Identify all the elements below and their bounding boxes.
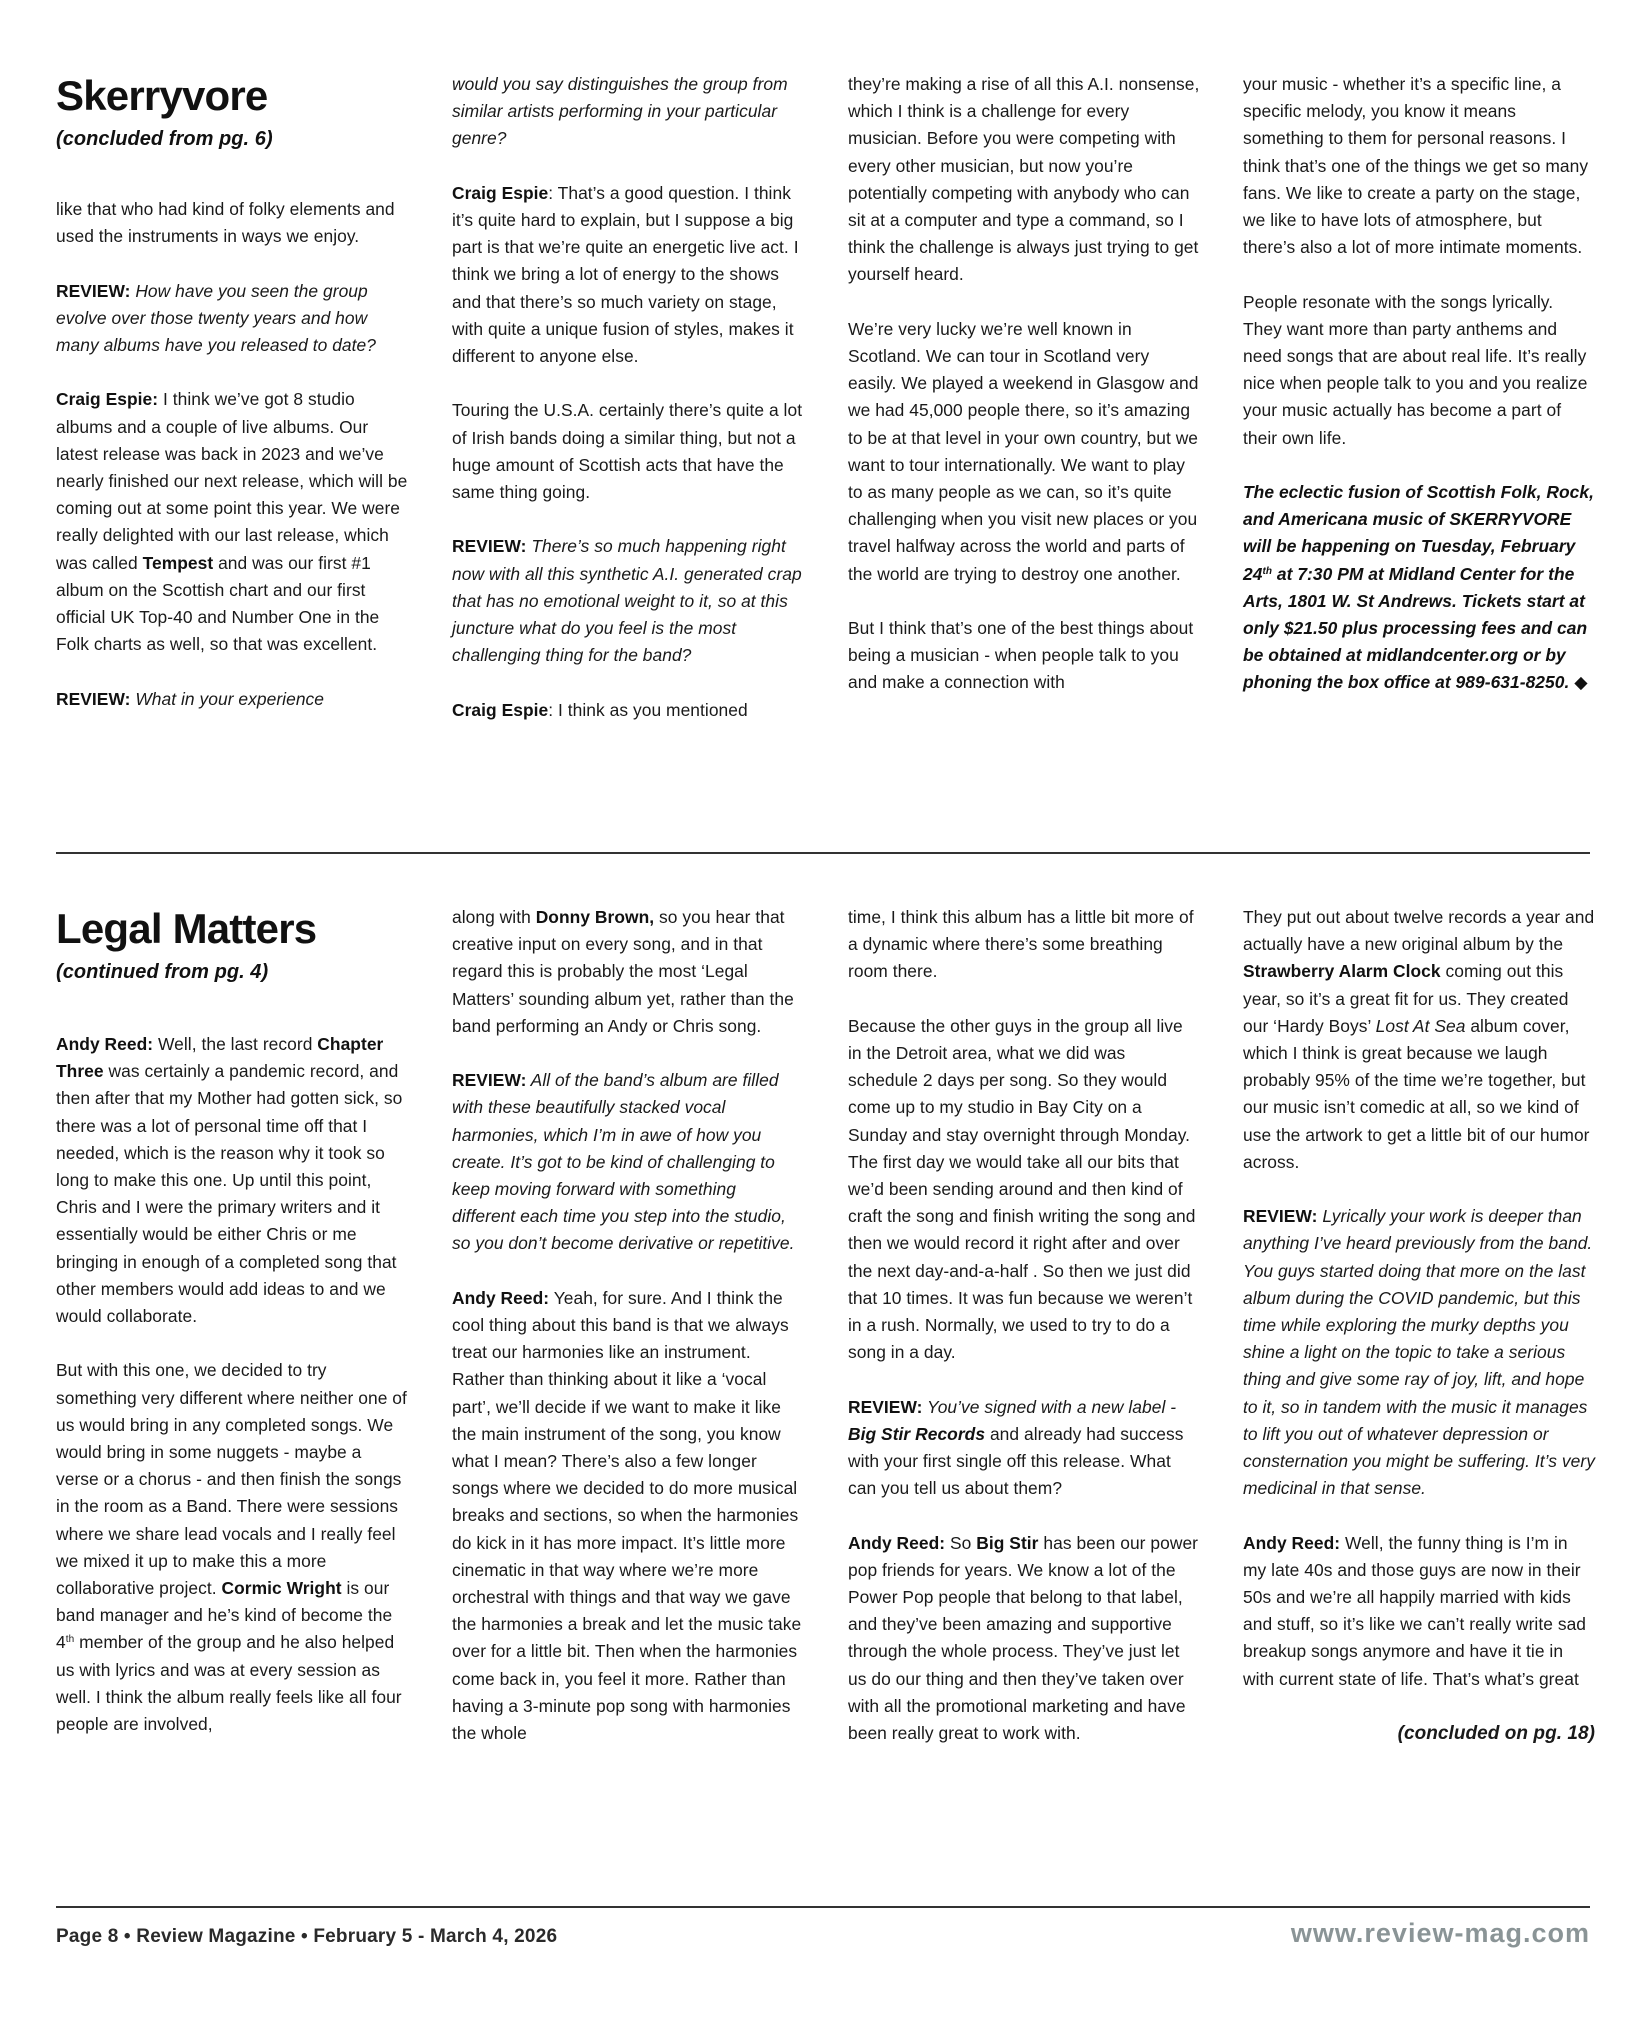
legal-matters-column-4 — [1243, 904, 1595, 1747]
review-question: REVIEW: Lyrically your work is deeper than anything I’ve heard previously from the band. You guys started doing that more on the last album during the COVID pandemic, but this time while exploring the murky depths you shine a light on the topic to take a serious thing and give some ray of joy, lift, and hope to it, so in tandem with the music it manages to lift you out of whatever depression or consternation you might be suffering. It’s very medicinal in that sense. — [1243, 1206, 1595, 1499]
skerryvore-column-2 — [452, 71, 804, 724]
review-question: REVIEW: There’s so much happening right now with all this synthetic A.I. generated crap that has no emotional weight to it, so at this juncture what do you feel is the most challenging thing for the band? — [452, 536, 802, 666]
paragraph: We’re very lucky we’re well known in Scotland. We can tour in Scotland very easily. We played a weekend in Glasgow and we had 45,000 people there, so it’s amazing to be at that level in your own country, but we want to tour internationally. We want to play to as many people as we can, so it’s quite challenging when you visit new places or you travel halfway across the world and parts of the world are trying to destroy one another. — [848, 318, 1199, 584]
interview-answer: Andy Reed: Well, the funny thing is I’m in my late 40s and those guys are now in their 50s and we’re all happily married with kids and stuff, so it’s like we can’t really write sad breakup songs anymore and have it tie in with current state of life. That’s what’s great — [1243, 1532, 1587, 1689]
interview-answer: Craig Espie: I think we’ve got 8 studio albums and a couple of live albums. Our latest release was back in 2023 and we’ve nearly finished our next release, which will be coming out at some point this year. We were really delighted with our last release, which was called Tempest and was our first #1 album on the Scottish chart and our first official UK Top-40 and Number One in the Folk charts as well, so that was excellent. — [56, 389, 408, 655]
skerryvore-column-3 — [848, 71, 1200, 697]
interview-answer: Craig Espie: I think as you mentioned — [452, 699, 748, 720]
interview-answer: Andy Reed: So Big Stir has been our power pop friends for years. We know a lot of the Power Pop people that belong to that label, and they’ve been amazing and supportive through the whole process. They’ve just let us do our thing and then they’ve taken over with all the promotional marketing and have been really great to work with. — [848, 1532, 1199, 1744]
review-question: REVIEW: How have you seen the group evolve over those twenty years and how many albums have you released to date? — [56, 280, 376, 355]
interview-answer: Andy Reed: Well, the last record Chapter Three was certainly a pandemic record, and then after that my Mother had gotten sick, so there was a lot of personal time off that I needed, which is the reason why it took so long to make this one. Up until this point, Chris and I were the primary writers and it essentially would be either Chris or me bringing in enough of a completed song that other members would add ideas to and we would collaborate. — [56, 1034, 403, 1327]
paragraph: But I think that’s one of the best things about being a musician - when people talk to you and make a connection with — [848, 618, 1194, 693]
paragraph: time, I think this album has a little bit more of a dynamic where there’s some breathing room there. — [848, 907, 1194, 982]
legal-matters-column-1 — [56, 905, 408, 1738]
legal-matters-column-2 — [452, 904, 804, 1747]
interview-answer: Craig Espie: That’s a good question. I think it’s quite hard to explain, but I suppose a big part is that we’re quite an energetic live act. I think we bring a lot of energy to the shows and that there’s so much variety on stage, with quite a unique fusion of styles, makes it different to anyone else. — [452, 182, 799, 367]
paragraph: But with this one, we decided to try something very different where neither one of us would bring in any completed songs. We would bring in some nuggets - maybe a verse or a chorus - and then finish the songs in the room as a Band. There were sessions where we share lead vocals and I really feel we mixed it up to make this a more collaborative project. Cormic Wright is our band manager and he’s kind of become the 4th member of the group and he also helped us with lyrics and was at every session as well. I think the album really feels like all four people are involved, — [56, 1360, 407, 1735]
paragraph: like that who had kind of folky elements and used the instruments in ways we enjoy. — [56, 199, 395, 247]
paragraph: They put out about twelve records a year and actually have a new original album by the Strawberry Alarm Clock coming out this year, so it’s a great fit for us. They created our ‘Hardy Boys’ Lost At Sea album cover, which I think is great because we laugh probably 95% of the time we’re together, but our music isn’t comedic at all, so we kind of use the artwork to get a little bit of our humor across. — [1243, 907, 1595, 1172]
review-question-continued: would you say distinguishes the group from similar artists performing in your particular genre? — [452, 74, 788, 149]
article-subtitle: (concluded from pg. 6) — [56, 128, 273, 150]
event-promo: The eclectic fusion of Scottish Folk, Rock, and Americana music of SKERRYVORE will be happening on Tuesday, February 24th at 7:30 PM at Midland Center for the Arts, 1801 W. St Andrews. Tickets start at only $21.50 plus processing fees and can be obtained at midlandcenter.org or by phoning the box office at 989-631-8250. ◆ — [1243, 482, 1594, 693]
end-diamond-icon: ◆ — [1574, 672, 1588, 693]
website-link[interactable]: www.review-mag.com — [1290, 1918, 1590, 1948]
legal-matters-column-3 — [848, 904, 1200, 1747]
paragraph: Because the other guys in the group all live in the Detroit area, what we did was schedule 2 days per song. So they would come up to my studio in Bay City on a Sunday and stay overnight through Monday. The first day we would take all our bits that we’d been sending around and then kind of craft the song and finish writing the song and then we would record it right after and over the next day-and-a-half . So then we just did that 10 times. It was fun because we weren’t in a rush. Normally, we used to try to do a song in a day. — [848, 1015, 1196, 1363]
review-question: REVIEW: All of the band’s album are filled with these beautifully stacked vocal harmonies, which I’m in awe of how you create. It’s got to be kind of challenging to keep moving forward with something different each time you step into the studio, so you don’t become derivative or repetitive. — [452, 1070, 795, 1254]
review-question: REVIEW: You’ve signed with a new label - Big Stir Records and already had success with your first single off this release. What can you tell us about them? — [848, 1396, 1184, 1499]
section-divider — [56, 852, 1590, 854]
review-question: REVIEW: What in your experience — [56, 688, 325, 709]
article-title: Skerryvore — [56, 72, 268, 119]
paragraph: People resonate with the songs lyrically. They want more than party anthems and need songs that are about real life. It’s really nice when people talk to you and you realize your music actually has become a part of their own life. — [1243, 291, 1588, 448]
skerryvore-column-1 — [56, 72, 408, 713]
interview-answer: Andy Reed: Yeah, for sure. And I think the cool thing about this band is that we always treat our harmonies like an instrument. Rather than thinking about it like a ‘vocal part’, we’ll decide if we want to make it like the main instrument of the song, you know what I mean? There’s also a few longer songs where we decided to do more musical breaks and sections, so when the harmonies do kick in it has more impact. It’s little more cinematic in that way where we’re more orchestral with things and that way we gave the harmonies a break and let the music take over for a little bit. Then when the harmonies come back in, you feel it more. Rather than having a 3-minute pop song with harmonies the whole — [452, 1287, 802, 1744]
continued-on-link: (concluded on pg. 18) — [1397, 1723, 1595, 1745]
skerryvore-column-4 — [1243, 71, 1595, 697]
article-title: Legal Matters — [56, 905, 317, 952]
paragraph: Touring the U.S.A. certainly there’s quite a lot of Irish bands doing a similar thing, but not a huge amount of Scottish acts that have the same thing going. — [452, 400, 803, 503]
footer-divider — [56, 1906, 1590, 1908]
paragraph: along with Donny Brown, so you hear that creative input on every song, and in that regard this is probably the most ‘Legal Matters’ sounding album yet, rather than the band performing an Andy or Chris song. — [452, 907, 794, 1036]
paragraph: your music - whether it’s a specific line, a specific melody, you know it means something to them for personal reasons. I think that’s one of the things we get so many fans. We like to create a party on the stage, we like to have lots of atmosphere, but there’s also a lot of more intimate moments. — [1243, 74, 1589, 258]
article-subtitle: (continued from pg. 4) — [56, 961, 269, 983]
paragraph: they’re making a rise of all this A.I. nonsense, which I think is a challenge for every musician. Before you were competing with every other musician, but now you’re potentially competing with anybody who can sit at a computer and type a command, so I think the challenge is always just trying to get yourself heard. — [848, 74, 1200, 285]
page-footer-info: Page 8 • Review Magazine • February 5 - March 4, 2026 — [56, 1926, 558, 1947]
